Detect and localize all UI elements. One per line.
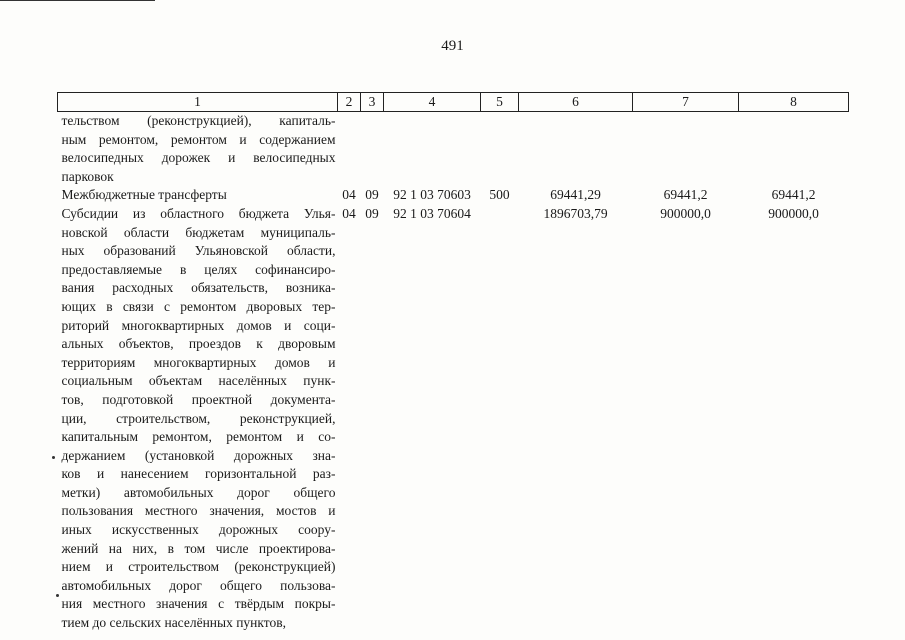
description-line: метки) автомобильных дорог общего xyxy=(61,484,336,500)
header-col-5: 5 xyxy=(481,93,519,112)
description-line: держанием (установкой дорожных зна- xyxy=(61,447,336,463)
description-line: пользования местного значения, мостов и xyxy=(61,503,336,519)
cell-target-code xyxy=(384,112,481,187)
header-col-3: 3 xyxy=(361,93,384,112)
cell-amount-col6 xyxy=(519,112,633,187)
budget-table xyxy=(57,92,849,633)
cell-section xyxy=(338,112,361,187)
scan-speck xyxy=(52,456,55,459)
cell-subsection: 09 xyxy=(365,205,379,221)
page-number: 491 xyxy=(441,38,464,54)
description-line: территориям многоквартирных домов и xyxy=(61,354,336,370)
description-line: велосипедных дорожек и велосипедных xyxy=(61,150,336,166)
description-line: предоставляемые в целях софинансиро- xyxy=(61,261,336,277)
table-row xyxy=(58,112,849,187)
description-line: тов, подготовкой проектной документа- xyxy=(61,391,336,407)
header-col-7: 7 xyxy=(633,93,739,112)
row-description xyxy=(58,112,338,187)
header-col-1: 1 xyxy=(58,93,338,112)
header-col-2: 2 xyxy=(338,93,361,112)
scan-speck xyxy=(56,594,59,597)
cell-amount-col7: 900000,0 xyxy=(660,205,711,221)
cell-amount-col8: 900000,0 xyxy=(768,205,819,221)
cell-subsection xyxy=(361,112,384,187)
description-line: капитальным ремонтом, ремонтом и со- xyxy=(61,429,336,445)
table-row xyxy=(58,186,849,205)
cell-subsection: 09 xyxy=(365,187,379,203)
header-col-4: 4 xyxy=(384,93,481,112)
description-line: ков и нанесением горизонтальной раз- xyxy=(61,466,336,482)
description-line: риторий многоквартирных домов и соци- xyxy=(61,317,336,333)
cell-amount-col7: 69441,2 xyxy=(663,187,708,203)
description-line: иных искусственных дорожных соору- xyxy=(61,522,336,538)
description-line: парковок xyxy=(61,168,114,184)
description-line: Субсидии из областного бюджета Улья- xyxy=(61,205,336,221)
scan-edge-line xyxy=(0,0,155,1)
cell-amount-col7 xyxy=(633,112,739,187)
description-line: новской области бюджетам муниципаль- xyxy=(61,224,336,240)
table-header-row xyxy=(58,93,849,112)
cell-target-code: 92 1 03 70603 xyxy=(393,187,471,203)
header-col-6: 6 xyxy=(519,93,633,112)
cell-expense-type: 500 xyxy=(489,187,510,203)
description-line: Межбюджетные трансферты xyxy=(61,187,227,203)
cell-section: 04 xyxy=(342,187,356,203)
row-description xyxy=(58,186,338,205)
description-line: тельством (реконструкцией), капиталь- xyxy=(61,113,336,128)
cell-expense-type xyxy=(481,205,519,633)
row-description xyxy=(58,205,338,633)
cell-target-code: 92 1 03 70604 xyxy=(393,205,471,221)
description-line: альных объектов, проездов к дворовым xyxy=(61,336,336,352)
description-line: автомобильных дорог общего пользова- xyxy=(61,577,336,593)
cell-amount-col8 xyxy=(739,112,849,187)
cell-amount-col6: 69441,29 xyxy=(550,187,601,203)
description-line: ющих в связи с ремонтом дворовых тер- xyxy=(61,298,336,314)
cell-amount-col6: 1896703,79 xyxy=(543,205,608,221)
description-line: ных образований Ульяновской области, xyxy=(61,243,336,259)
description-line: ным ремонтом, ремонтом и содержанием xyxy=(61,131,336,147)
description-line: ния местного значения с твёрдым покры- xyxy=(61,596,336,612)
description-line: вания расходных обязательств, возника- xyxy=(61,280,336,296)
cell-amount-col8: 69441,2 xyxy=(771,187,816,203)
description-line: социальным объектам населённых пунк- xyxy=(61,373,336,389)
table-row xyxy=(58,205,849,633)
cell-expense-type xyxy=(481,112,519,187)
description-line: жений на них, в том числе проектирова- xyxy=(61,540,336,556)
header-col-8: 8 xyxy=(739,93,849,112)
description-line: ции, строительством, реконструкцией, xyxy=(61,410,336,426)
description-line: тием до сельских населённых пунктов, xyxy=(61,615,287,631)
cell-section: 04 xyxy=(342,205,356,221)
description-line: нием и строительством (реконструкцией) xyxy=(61,559,336,575)
